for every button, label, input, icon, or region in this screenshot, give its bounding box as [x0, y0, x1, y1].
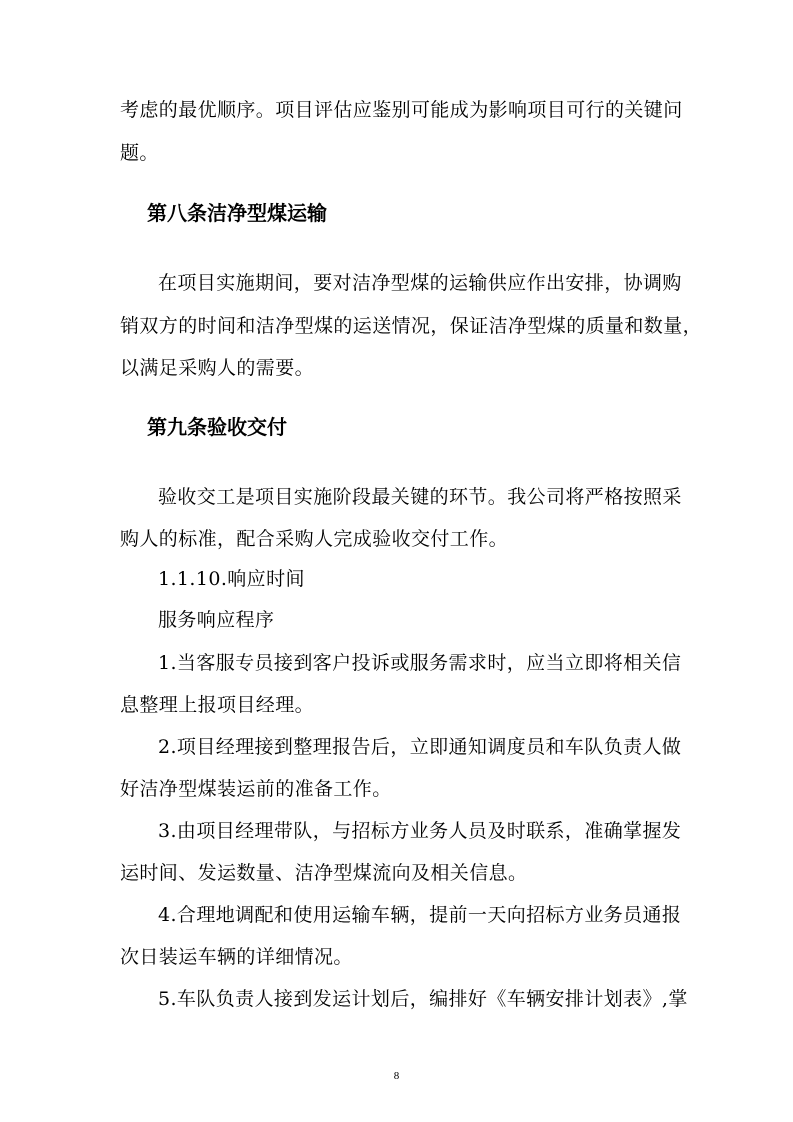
paragraph-line: 验收交工是项目实施阶段最关键的环节。我公司将严格按照采	[158, 486, 682, 508]
step-line: 3.由项目经理带队，与招标方业务人员及时联系，准确掌握发	[158, 820, 682, 842]
step-line: 5.车队负责人接到发运计划后，编排好《车辆安排计划表》,掌	[158, 988, 688, 1010]
paragraph-line: 以满足采购人的需要。	[120, 357, 315, 379]
paragraph-line: 题。	[120, 142, 159, 164]
section-title: 服务响应程序	[158, 609, 275, 631]
paragraph-line: 购人的标准，配合采购人完成验收交付工作。	[120, 528, 509, 550]
paragraph-line: 在项目实施期间，要对洁净型煤的运输供应作出安排，协调购	[158, 272, 682, 294]
heading-article-9: 第九条验收交付	[147, 415, 287, 439]
step-line: 好洁净型煤装运前的准备工作。	[120, 778, 392, 800]
paragraph-line: 考虑的最优顺序。项目评估应鉴别可能成为影响项目可行的关键问	[120, 99, 683, 121]
step-line: 4.合理地调配和使用运输车辆，提前一天向招标方业务员通报	[158, 904, 682, 926]
step-line: 运时间、发运数量、洁净型煤流向及相关信息。	[120, 862, 528, 884]
step-line: 息整理上报项目经理。	[120, 694, 315, 716]
heading-article-8: 第八条洁净型煤运输	[147, 201, 327, 225]
section-number: 1.1.10.响应时间	[158, 568, 305, 590]
step-line: 2.项目经理接到整理报告后，立即通知调度员和车队负责人做	[158, 736, 682, 758]
step-line: 1.当客服专员接到客户投诉或服务需求时，应当立即将相关信	[158, 652, 682, 674]
page-number: 8	[393, 1070, 400, 1082]
step-line: 次日装运车辆的详细情况。	[120, 946, 353, 968]
paragraph-line: 销双方的时间和洁净型煤的运送情况，保证洁净型煤的质量和数量，	[120, 315, 703, 337]
